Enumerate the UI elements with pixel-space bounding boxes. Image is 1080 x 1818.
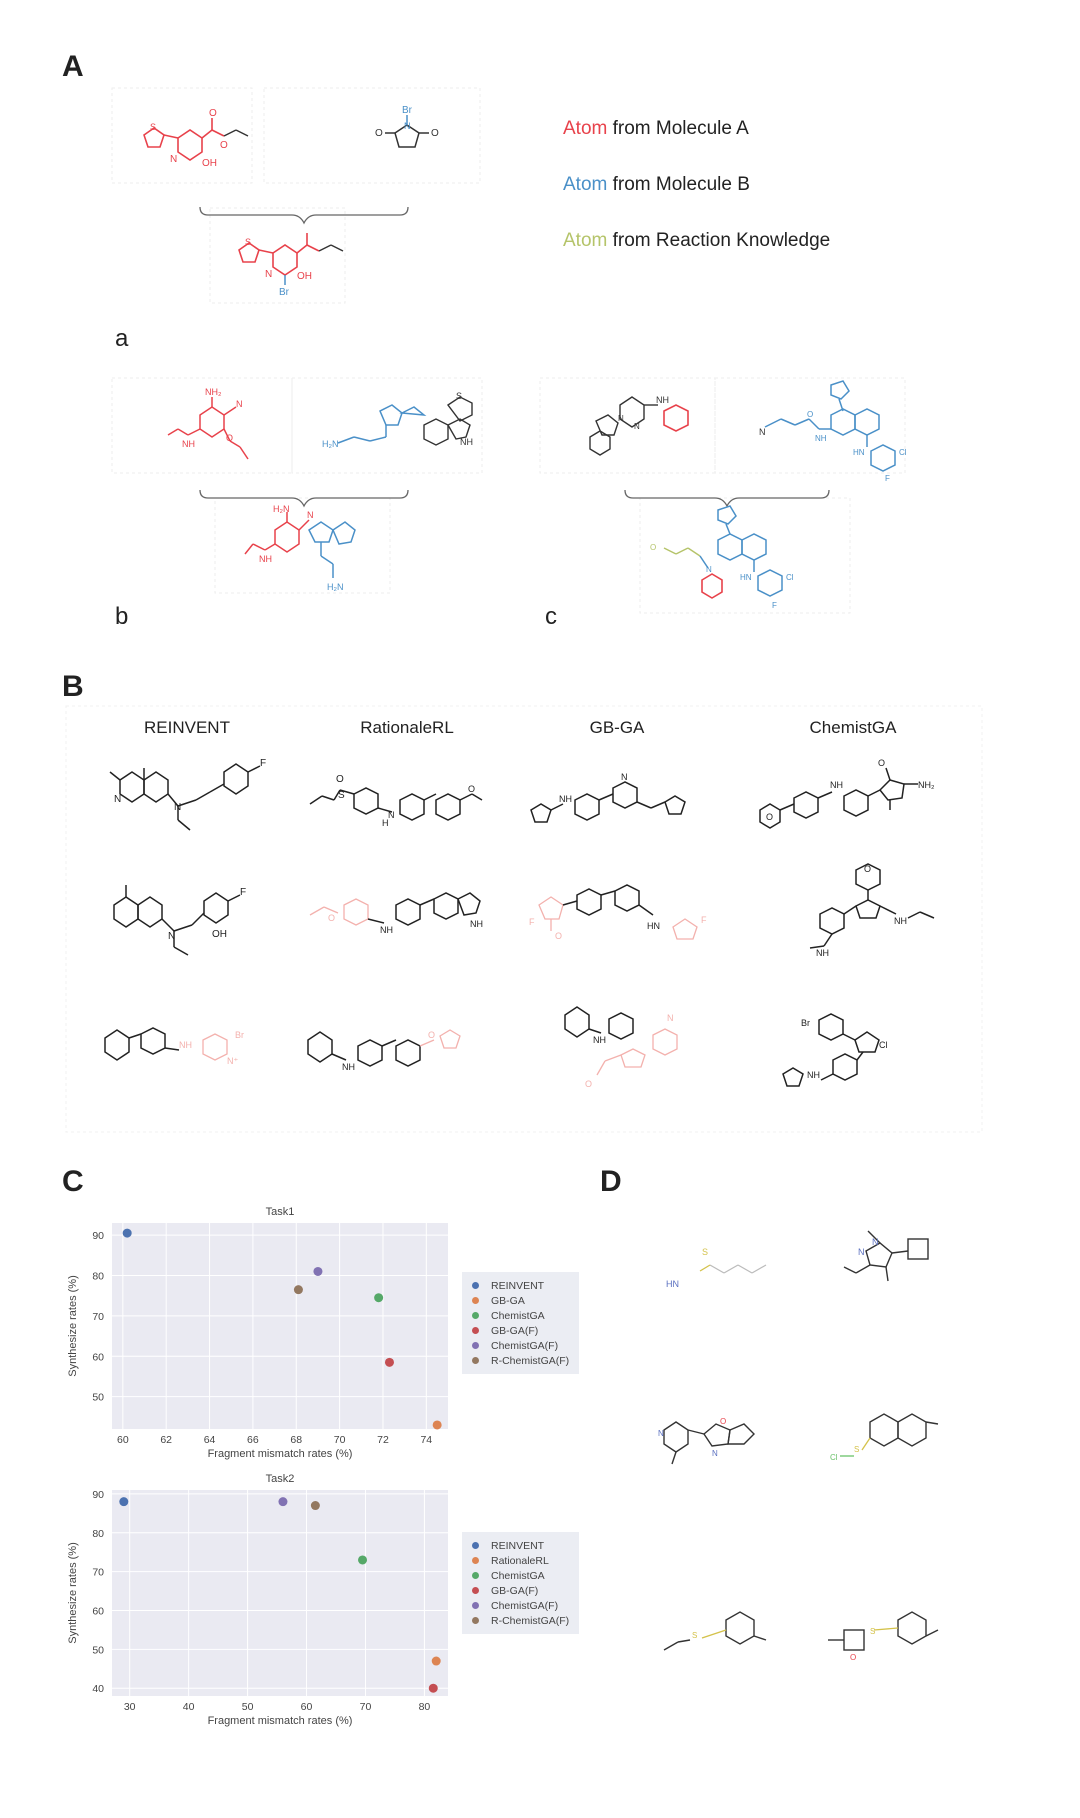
svg-text:H₂N: H₂N [327, 582, 344, 592]
svg-text:O: O [864, 864, 872, 874]
legend-task1 [462, 1272, 579, 1374]
svg-text:F: F [772, 601, 777, 610]
y-tick-label: 90 [92, 1488, 104, 1501]
svg-text:O: O [807, 410, 814, 419]
svg-text:NH: NH [816, 948, 829, 958]
y-tick-label: 80 [92, 1270, 104, 1283]
svg-text:O: O [555, 931, 563, 941]
x-tick-label: 50 [241, 1701, 254, 1713]
legend-item: REINVENT [472, 1278, 569, 1293]
svg-text:N: N [174, 802, 182, 813]
molecule-b-reactant-1 [150, 385, 280, 470]
svg-text:NH: NH [470, 919, 483, 929]
svg-text:NH: NH [830, 780, 843, 790]
legend-item: GB-GA(F) [472, 1323, 569, 1338]
molecule-c-product [650, 500, 840, 620]
svg-text:O: O [431, 128, 439, 139]
svg-text:O: O [220, 140, 228, 151]
svg-text:Cl: Cl [879, 1040, 888, 1050]
x-tick-label: 66 [247, 1434, 259, 1446]
svg-text:N: N [759, 427, 766, 437]
y-tick-label: 90 [92, 1230, 104, 1243]
svg-text:O: O [209, 108, 217, 119]
x-axis-label: Fragment mismatch rates (%) [207, 1715, 353, 1727]
method-title-reinvent: REINVENT [144, 718, 230, 737]
point-r-chemistga-f- [294, 1285, 303, 1294]
x-tick-label: 80 [418, 1701, 431, 1713]
svg-text:O: O [720, 1417, 727, 1426]
chart-task1 [60, 1195, 460, 1465]
svg-text:NH: NH [179, 1040, 192, 1050]
fragment-d-4 [830, 1410, 990, 1510]
point-chemistga [374, 1293, 383, 1302]
svg-text:Cl: Cl [830, 1453, 838, 1462]
fragment-d-3 [650, 1410, 800, 1510]
legend-item: R-ChemistGA(F) [472, 1353, 569, 1368]
svg-text:NH: NH [807, 1070, 820, 1080]
legend-item: R-ChemistGA(F) [472, 1613, 569, 1628]
legend-task2 [462, 1532, 579, 1634]
svg-text:N: N [858, 1247, 865, 1257]
legend-item: RationaleRL [472, 1553, 569, 1568]
svg-text:NH₂: NH₂ [205, 387, 222, 397]
legend-item: GB-GA [472, 1293, 569, 1308]
molecule-chemistga-2 [780, 860, 970, 990]
molecule-gbga-1 [525, 760, 735, 850]
svg-text:F: F [260, 758, 267, 769]
chart-title: Task2 [265, 1473, 295, 1485]
svg-text:O: O [336, 774, 344, 785]
svg-text:H₂N: H₂N [322, 439, 339, 449]
svg-text:S: S [854, 1445, 860, 1454]
sub-label-a: a [115, 325, 129, 352]
point-chemistga-f- [313, 1267, 322, 1276]
point-rationalerl [432, 1657, 441, 1666]
svg-text:HN: HN [853, 448, 865, 457]
y-axis-label: Synthesize rates (%) [67, 1275, 79, 1377]
x-axis-label: Fragment mismatch rates (%) [207, 1448, 353, 1460]
molecule-a-reactant-2 [355, 105, 475, 175]
x-tick-label: 62 [160, 1434, 173, 1446]
method-title-gbga: GB-GA [589, 718, 645, 737]
svg-text:NH: NH [894, 916, 907, 926]
x-tick-label: 60 [116, 1434, 129, 1446]
plot-area [112, 1490, 448, 1696]
x-tick-label: 30 [123, 1701, 136, 1713]
svg-text:Br: Br [235, 1030, 244, 1040]
molecule-gbga-2 [525, 875, 735, 985]
svg-text:NH: NH [259, 554, 272, 564]
panel-label-a: A [62, 50, 84, 83]
svg-text:N: N [634, 422, 640, 431]
y-tick-label: 70 [92, 1566, 104, 1579]
point-reinvent [123, 1229, 132, 1238]
x-tick-label: 64 [203, 1434, 216, 1446]
molecule-chemistga-3 [775, 1010, 975, 1110]
molecule-a-reactant-1 [130, 100, 280, 180]
molecule-gbga-3 [525, 995, 735, 1115]
x-tick-label: 70 [359, 1701, 372, 1713]
molecule-b-product [235, 500, 385, 595]
svg-text:S: S [870, 1627, 876, 1636]
point-chemistga-f- [278, 1497, 287, 1506]
svg-text:H₂N: H₂N [273, 504, 290, 514]
svg-text:S: S [338, 790, 345, 801]
svg-text:NH: NH [460, 437, 473, 447]
svg-text:NH: NH [342, 1062, 355, 1072]
chart-task2 [60, 1462, 460, 1732]
legend-reaction-knowledge: Atom from Reaction Knowledge [563, 230, 831, 251]
svg-text:O: O [850, 1653, 857, 1662]
legend-item: ChemistGA(F) [472, 1598, 569, 1613]
legend-item: REINVENT [472, 1538, 569, 1553]
sub-label-b: b [115, 603, 129, 630]
svg-text:F: F [240, 887, 247, 898]
svg-text:S: S [692, 1631, 698, 1640]
point-gb-ga-f- [429, 1684, 438, 1693]
x-tick-label: 60 [300, 1701, 313, 1713]
svg-text:HN: HN [647, 921, 660, 931]
svg-text:O: O [328, 913, 336, 923]
y-tick-label: 80 [92, 1527, 104, 1540]
svg-text:N: N [168, 931, 176, 942]
legend-item: ChemistGA [472, 1568, 569, 1583]
svg-text:S: S [245, 237, 252, 247]
svg-text:O: O [428, 1030, 436, 1040]
svg-text:N: N [170, 154, 178, 165]
svg-text:N: N [307, 510, 314, 520]
y-tick-label: 70 [92, 1310, 104, 1323]
svg-text:O: O [468, 784, 476, 794]
svg-text:NH₂: NH₂ [918, 780, 935, 790]
legend-item: ChemistGA [472, 1308, 569, 1323]
panel-label-b: B [62, 670, 84, 703]
method-title-chemistga: ChemistGA [809, 718, 897, 737]
fragment-d-5 [650, 1600, 800, 1690]
molecule-c-reactant-2 [735, 375, 925, 485]
svg-text:O: O [375, 128, 383, 139]
svg-text:NH: NH [656, 395, 669, 405]
svg-text:S: S [150, 122, 157, 132]
svg-text:F: F [701, 915, 707, 925]
svg-text:NH: NH [593, 1035, 606, 1045]
point-gb-ga [433, 1420, 442, 1429]
x-tick-label: 70 [333, 1434, 346, 1446]
legend-item: ChemistGA(F) [472, 1338, 569, 1353]
panel-label-d: D [600, 1165, 622, 1198]
svg-text:F: F [529, 917, 535, 927]
molecule-reinvent-3 [95, 1010, 285, 1100]
molecule-reinvent-2 [100, 875, 280, 995]
svg-text:S: S [702, 1247, 709, 1257]
legend-word: Atom [563, 118, 608, 139]
molecule-rationalerl-1 [300, 760, 530, 850]
molecule-chemistga-1 [750, 750, 970, 860]
panel-label-c: C [62, 1165, 84, 1198]
svg-text:N: N [658, 1429, 664, 1438]
x-tick-label: 40 [182, 1701, 195, 1713]
y-axis-label: Synthesize rates (%) [67, 1542, 79, 1644]
svg-text:NH: NH [182, 439, 195, 449]
point-gb-ga-f- [385, 1358, 394, 1367]
fragment-d-2 [820, 1225, 980, 1325]
svg-text:N: N [706, 565, 712, 574]
svg-text:Cl: Cl [786, 573, 794, 582]
svg-text:N: N [621, 772, 628, 782]
molecule-b-reactant-2 [310, 385, 490, 470]
svg-text:O: O [226, 433, 234, 443]
point-r-chemistga-f- [311, 1501, 320, 1510]
svg-text:N: N [404, 121, 411, 131]
svg-text:Br: Br [402, 105, 412, 116]
legend-item: GB-GA(F) [472, 1583, 569, 1598]
point-reinvent [119, 1497, 128, 1506]
svg-text:N: N [388, 810, 395, 820]
svg-text:N: N [872, 1237, 879, 1247]
y-tick-label: 60 [92, 1605, 104, 1618]
svg-text:N: N [265, 269, 273, 280]
svg-text:HN: HN [740, 573, 752, 582]
molecule-a-product [225, 215, 375, 300]
svg-text:O: O [585, 1079, 593, 1089]
x-tick-label: 72 [377, 1434, 389, 1446]
x-tick-label: 74 [420, 1434, 433, 1446]
svg-text:Br: Br [279, 287, 289, 298]
legend-word: Atom [563, 230, 608, 251]
svg-text:H: H [382, 818, 389, 828]
y-tick-label: 50 [92, 1644, 104, 1657]
svg-text:N: N [618, 414, 624, 423]
molecule-rationalerl-2 [300, 875, 530, 975]
y-tick-label: 40 [92, 1683, 104, 1696]
molecule-c-reactant-1 [570, 385, 720, 475]
legend-molecule-b: Atom from Molecule B [563, 174, 750, 195]
chart-title: Task1 [265, 1206, 295, 1218]
legend-molecule-a: Atom from Molecule A [563, 118, 749, 139]
y-tick-label: 60 [92, 1351, 104, 1364]
svg-text:NH: NH [380, 925, 393, 935]
svg-text:N⁺: N⁺ [227, 1056, 239, 1066]
svg-text:O: O [766, 812, 774, 822]
legend-word: Atom [563, 174, 608, 195]
svg-text:O: O [878, 758, 886, 768]
svg-text:S: S [456, 391, 463, 401]
x-tick-label: 68 [290, 1434, 303, 1446]
y-tick-label: 50 [92, 1391, 104, 1404]
point-chemistga [358, 1555, 367, 1564]
svg-text:F: F [885, 474, 890, 483]
svg-text:N: N [667, 1013, 674, 1023]
svg-text:OH: OH [212, 929, 227, 940]
svg-text:N: N [236, 399, 243, 409]
svg-text:Cl: Cl [899, 448, 907, 457]
svg-text:NH: NH [559, 794, 572, 804]
molecule-reinvent-1 [100, 750, 280, 860]
svg-text:OH: OH [297, 271, 312, 282]
svg-text:N: N [114, 794, 122, 805]
svg-text:O: O [650, 543, 657, 552]
plot-area [112, 1223, 448, 1429]
sub-label-c: c [545, 603, 557, 630]
panel-a-guides [0, 0, 1080, 640]
svg-text:Br: Br [801, 1018, 810, 1028]
svg-text:OH: OH [202, 158, 217, 169]
fragment-d-6 [820, 1600, 990, 1690]
fragment-d-1 [660, 1225, 800, 1315]
svg-text:NH: NH [815, 434, 827, 443]
method-title-rationalerl: RationaleRL [360, 718, 454, 737]
molecule-rationalerl-3 [300, 1010, 530, 1110]
svg-text:N: N [712, 1449, 718, 1458]
svg-text:HN: HN [666, 1279, 679, 1289]
